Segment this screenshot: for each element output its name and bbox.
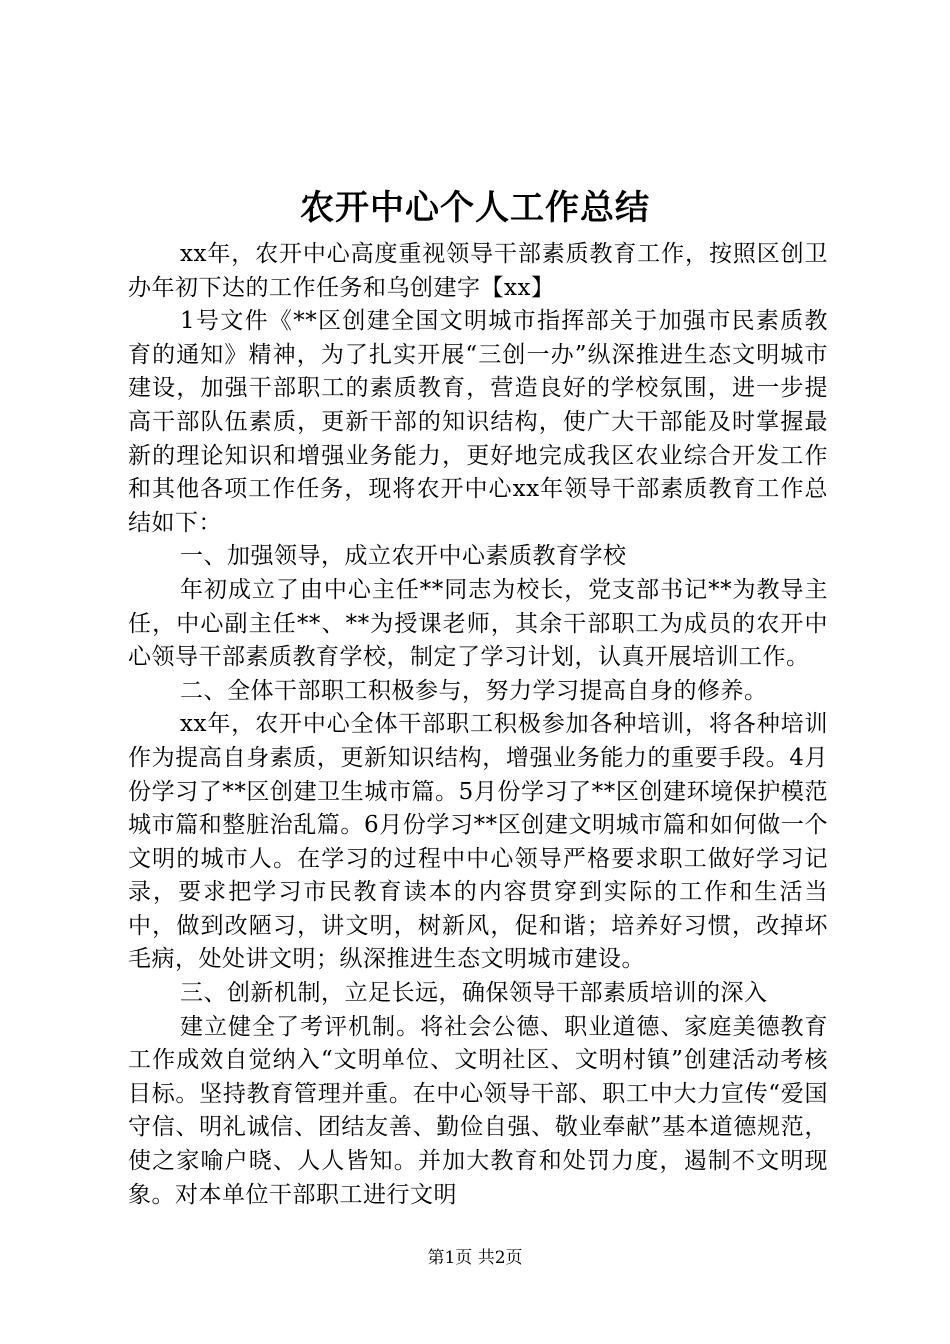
paragraph-intro: xx年，农开中心高度重视领导干部素质教育工作，按照区创卫办年初下达的工作任务和乌创建字【xx】 <box>128 241 828 301</box>
section-heading-3: 三、创新机制，立足长远，确保领导干部素质培训的深入 <box>180 980 768 1007</box>
paragraph-section-3: 建立健全了考评机制。将社会公德、职业道德、家庭美德教育工作成效自觉纳入“文明单位、文明社区、文明村镇”创建活动考核目标。坚持教育管理并重。在中心领导干部、职工中大力宣传“爱国守信、明礼诚信、团结友善、勤俭自强、敬业奉献”基本道德规范，使之家喻户晓、人人皆知。并加大教育和处罚力度，遏制不文明现象。对本单位干部职工进行文明 <box>128 1013 828 1208</box>
paragraph-context: 1号文件《**区创建全国文明城市指挥部关于加强市民素质教育的通知》精神，为了扎实开展“三创一办”纵深推进生态文明城市建设，加强干部职工的素质教育，营造良好的学校氛围，进一步提高干部队伍素质，更新干部的知识结构，使广大干部能及时掌握最新的理论知识和增强业务能力，更好地完成我区农业综合开发工作和其他各项工作任务，现将农开中心xx年领导干部素质教育工作总结如下： <box>128 308 828 536</box>
paragraph-section-1: 年初成立了由中心主任**同志为校长，党支部书记**为教导主任，中心副主任**、**为授课老师，其余干部职工为成员的农开中心领导干部素质教育学校，制定了学习计划，认真开展培训工作。 <box>128 576 828 671</box>
document-body <box>128 238 828 1212</box>
section-heading-2: 二、全体干部职工积极参与，努力学习提高自身的修养。 <box>180 677 768 704</box>
section-heading-1: 一、加强领导，成立农开中心素质教育学校 <box>180 543 627 570</box>
paragraph-section-2: xx年，农开中心全体干部职工积极参加各种培训，将各种培训作为提高自身素质，更新知识结构，增强业务能力的重要手段。4月份学习了**区创建卫生城市篇。5月份学习了**区创建环境保护模范城市篇和整脏治乱篇。6月份学习**区创建文明城市篇和如何做一个文明的城市人。在学习的过程中中心领导严格要求职工做好学习记录，要求把学习市民教育读本的内容贯穿到实际的工作和生活当中，做到改陋习，讲文明，树新风，促和谐；培养好习惯，改掉坏毛病，处处讲文明；纵深推进生态文明城市建设。 <box>128 711 828 973</box>
document-title: 农开中心个人工作总结 <box>300 188 650 228</box>
page-footer: 第1页 共2页 <box>427 1248 523 1268</box>
